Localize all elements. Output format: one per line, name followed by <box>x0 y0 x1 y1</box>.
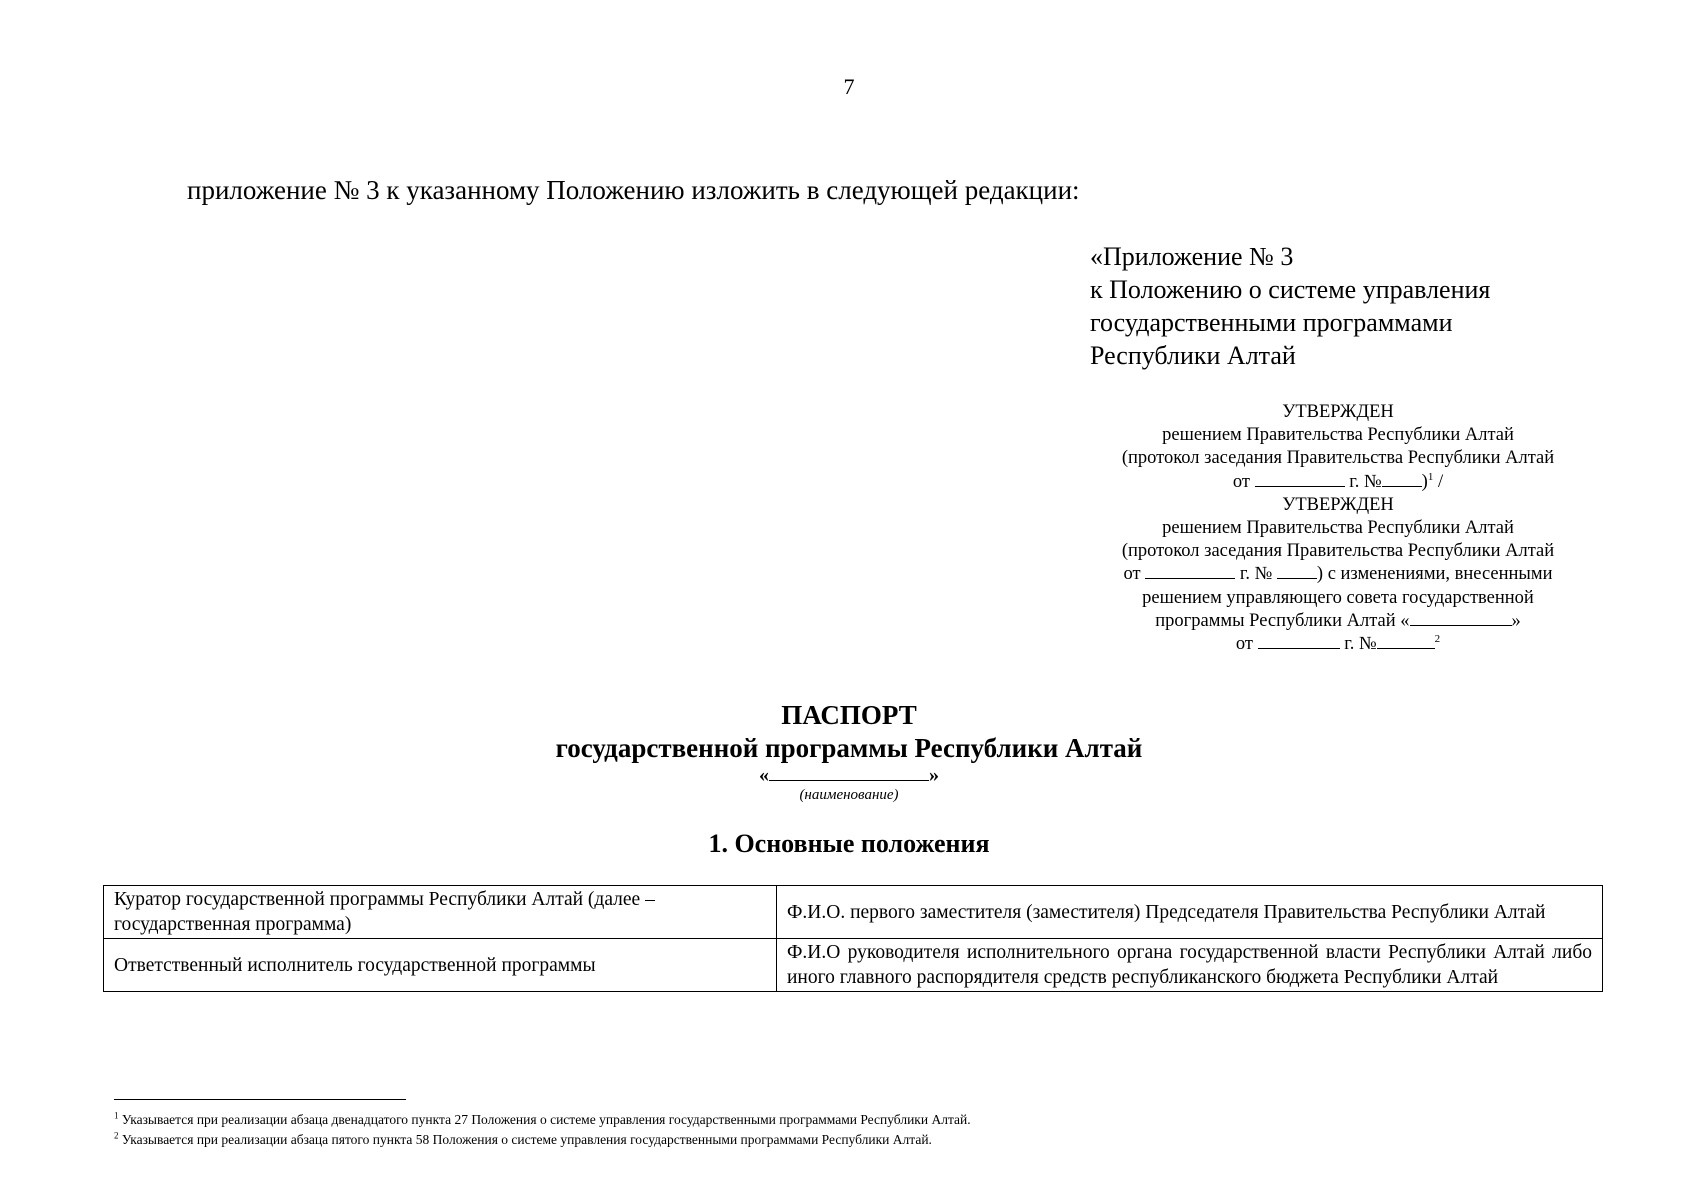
approval-program-line <box>1058 610 1618 633</box>
approval-protocol: (протокол заседания Правительства Республики Алтай <box>1121 541 1555 562</box>
row-value: Ф.И.О руководителя исполнительного органа государственной власти Республики Алтай либо иного главного распорядителя средств республиканского бюджета Республики Алтай <box>777 939 1603 992</box>
footnote-ref: 2 <box>1434 632 1441 645</box>
date-prefix: от <box>1123 564 1141 585</box>
year-label: г. № <box>1239 564 1273 585</box>
approval-heading: УТВЕРЖДЕН <box>1282 494 1394 515</box>
quote-close: » <box>929 764 939 786</box>
footnote-divider <box>114 1099 406 1100</box>
program-prefix: программы Республики Алтай « <box>1155 610 1410 631</box>
date-blank <box>1258 634 1340 649</box>
intro-paragraph: приложение № 3 к указанному Положению изложить в следующей редакции: <box>187 175 1080 205</box>
footnote <box>114 1130 971 1150</box>
approval-date-line <box>1058 563 1618 586</box>
page-number: 7 <box>843 74 855 99</box>
footnote-ref: 1 <box>1427 470 1434 483</box>
changes-text: ) с изменениями, внесенными <box>1316 564 1553 585</box>
program-name-caption: (наименование) <box>799 787 899 803</box>
appendix-header <box>1090 240 1490 372</box>
footnote-text: Указывается при реализации абзаца двенадцатого пункта 27 Положения о системе управления государственными программами Республики Алтай. <box>121 1112 971 1127</box>
row-label: Куратор государственной программы Республики Алтай (далее – государственная программа) <box>104 886 777 939</box>
separator: / <box>1433 471 1444 492</box>
year-label: г. № <box>1349 471 1382 492</box>
approval-council: решением управляющего совета государственной <box>1142 587 1534 608</box>
passport-heading: ПАСПОРТ <box>781 700 917 730</box>
footnotes <box>114 1110 971 1150</box>
table-row <box>104 939 1603 992</box>
appendix-header-line: «Приложение № 3 <box>1090 242 1294 271</box>
section-title: 1. Основные положения <box>708 829 990 858</box>
approval-protocol: (протокол заседания Правительства Республики Алтай <box>1121 448 1555 469</box>
program-name-blank <box>769 764 929 781</box>
program-name-line <box>0 764 1698 787</box>
appendix-header-line: государственными программами <box>1090 308 1453 337</box>
approval-date-line <box>1058 471 1618 494</box>
footnote-text: Указывается при реализации абзаца пятого пункта 58 Положения о системе управления государственными программами Республики Алтай. <box>121 1132 932 1147</box>
row-value: Ф.И.О. первого заместителя (заместителя) Председателя Правительства Республики Алтай <box>777 886 1603 939</box>
passport-title <box>0 699 1698 765</box>
quote-open: « <box>759 764 769 786</box>
appendix-header-line: Республики Алтай <box>1090 341 1296 370</box>
year-label: г. № <box>1344 634 1377 655</box>
approval-decision: решением Правительства Республики Алтай <box>1162 425 1514 446</box>
appendix-header-line: к Положению о системе управления <box>1090 275 1491 304</box>
date-blank <box>1255 472 1345 487</box>
approval-block <box>1058 401 1618 656</box>
footnote <box>114 1110 971 1130</box>
date-prefix: от <box>1232 471 1250 492</box>
footnote-number: 1 <box>114 1110 119 1121</box>
number-blank <box>1377 634 1435 649</box>
footnote-number: 2 <box>114 1130 119 1141</box>
passport-subtitle: государственной программы Республики Алтай <box>555 733 1143 763</box>
program-name-blank <box>1410 611 1512 626</box>
date-prefix: от <box>1235 634 1253 655</box>
table-row <box>104 886 1603 939</box>
main-positions-table <box>103 885 1603 992</box>
approval-heading: УТВЕРЖДЕН <box>1282 402 1394 422</box>
row-label: Ответственный исполнитель государственной программы <box>104 939 777 992</box>
number-blank <box>1277 564 1317 579</box>
number-blank <box>1382 472 1422 487</box>
program-suffix: » <box>1511 610 1521 631</box>
date-blank <box>1145 564 1235 579</box>
close-paren: ) <box>1421 471 1428 492</box>
approval-date-line <box>1058 633 1618 656</box>
approval-decision: решением Правительства Республики Алтай <box>1162 518 1514 539</box>
